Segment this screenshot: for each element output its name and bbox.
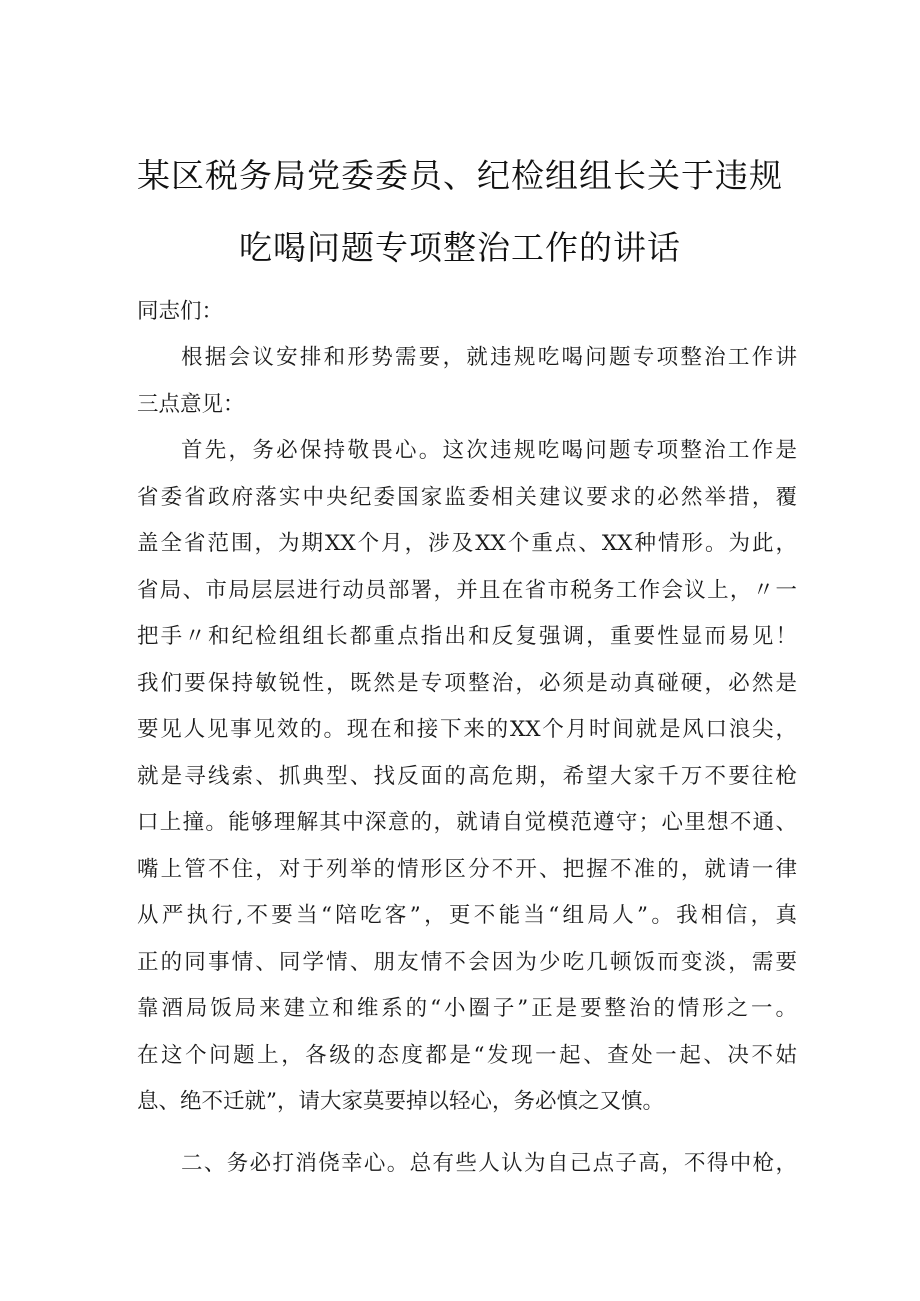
salutation: 同志们：: [137, 299, 224, 324]
paragraph-line: 二、务必打消侥幸心。总有些人认为自己点子高，不得中枪，: [181, 1151, 797, 1176]
paragraph-line: 省委省政府落实中央纪委国家监委相关建议要求的必然举措，覆: [137, 485, 797, 510]
document-title-line-1: 某区税务局党委委员、纪检组组长关于违规: [137, 156, 783, 195]
paragraph-line: 就是寻线索、抓典型、找反面的高危期，希望大家千万不要往枪: [137, 764, 797, 789]
paragraph-line: 省局、市局层层进行动员部署，并且在省市税务工作会议上，〃一: [137, 578, 797, 603]
paragraph-line: 盖全省范围，为期XX个月，涉及XX个重点、XX种情形。为此，: [137, 531, 797, 556]
paragraph-line: 嘴上管不住，对于列举的情形区分不开、把握不准的，就请一律: [137, 857, 797, 882]
paragraph-line: 从严执行,不要当“陪吃客”，更不能当“组局人”。我相信，真: [137, 903, 797, 928]
paragraph-line: 口上撞。能够理解其中深意的，就请自觉模范遵守；心里想不通、: [137, 810, 797, 835]
paragraph-line: 息、绝不迁就”，请大家莫要掉以轻心，务必慎之又慎。: [137, 1089, 664, 1114]
paragraph-line: 要见人见事见效的。现在和接下来的XX个月时间就是风口浪尖，: [137, 717, 797, 742]
paragraph-line: 三点意见：: [137, 392, 245, 417]
paragraph-line: 把手〃和纪检组组长都重点指出和反复强调，重要性显而易见！: [137, 624, 797, 649]
document-title-line-2: 吃喝问题专项整治工作的讲话: [239, 228, 681, 267]
paragraph-line: 根据会议安排和形势需要，就违规吃喝问题专项整治工作讲: [181, 345, 797, 370]
paragraph-line: 在这个问题上，各级的态度都是“发现一起、查处一起、决不姑: [137, 1043, 797, 1068]
paragraph-line: 靠酒局饭局来建立和维系的“小圈子”正是要整治的情形之一。: [137, 996, 797, 1021]
paragraph-line: 我们要保持敏锐性，既然是专项整治，必须是动真碰硬，必然是: [137, 671, 797, 696]
paragraph-line: 正的同事情、同学情、朋友情不会因为少吃几顿饭而变淡，需要: [137, 950, 797, 975]
paragraph-line: 首先，务必保持敬畏心。这次违规吃喝问题专项整治工作是: [181, 438, 797, 463]
